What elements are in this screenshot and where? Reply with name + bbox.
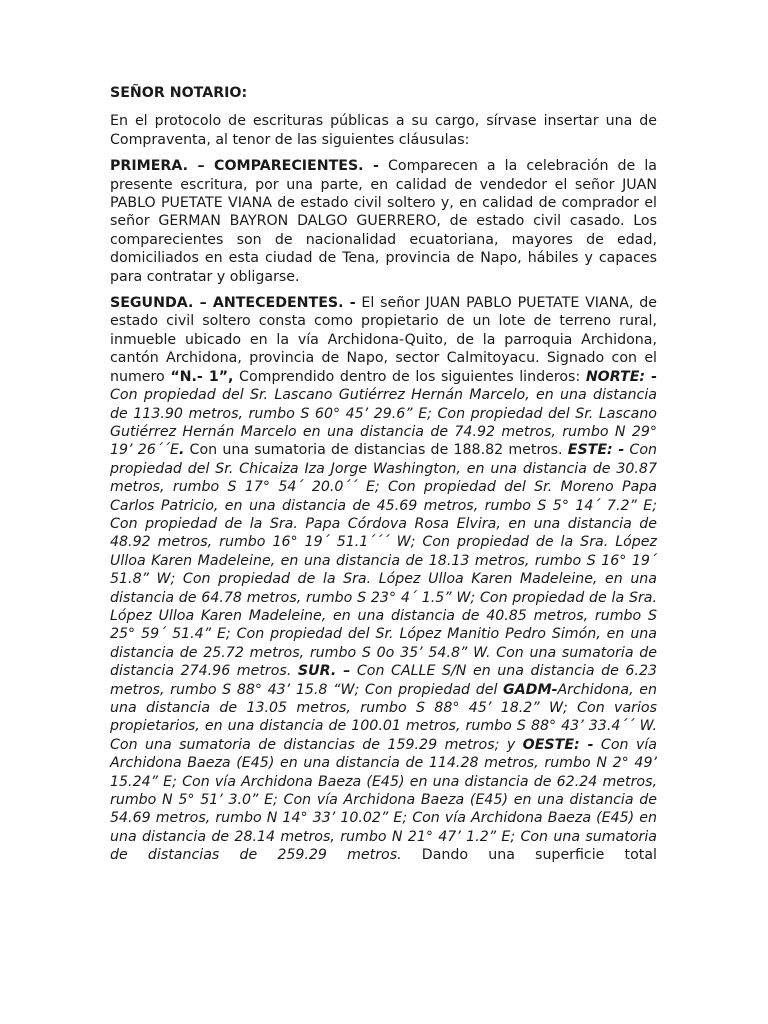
este-label: ESTE: - — [567, 442, 625, 459]
gadm-label: GADM- — [503, 681, 558, 698]
heading-text: SEÑOR NOTARIO: — [110, 85, 248, 101]
norte-text: Con propiedad del Sr. Lascano Gutiérrez Hernán Marcelo, en una distancia de 113.90 metros, rumbo S 60° 45’ 29.6” E; Con propiedad del Sr. Lascano Gutiérrez Hernán Marcelo en una distancia de 74.92 metros, rumbo N 29° 19’ 26´´E — [110, 387, 657, 459]
segunda-label: SEGUNDA. – ANTECEDENTES. - — [110, 295, 356, 312]
norte-end: . — [178, 442, 185, 459]
segunda-text-2: Comprendido dentro de los siguientes linderos: — [233, 368, 586, 385]
sur-label: SUR. – — [297, 663, 351, 680]
document-heading — [110, 84, 657, 102]
sur-text-2: Archidona, en una distancia de 13.05 metros, rumbo S 88° 45’ 18.2” W; Con varios propietarios, en una distancia de 100.01 metros, rumbo S 88° 43’ 33.4´´ W. Con una sumatoria de distancias de 159.29 metros; y — [110, 681, 657, 753]
document-page — [110, 84, 657, 865]
primera-label: PRIMERA. – COMPARECIENTES. - — [110, 158, 379, 175]
norte-sum: Con una sumatoria de distancias de 188.82 metros. — [184, 442, 568, 459]
oeste-text: Con vía Archidona Baeza (E45) en una distancia de 114.28 metros, rumbo N 2° 49’ 15.24” E; Con vía Archidona Baeza (E45) en una distancia de 62.24 metros, rumbo N 5° 51’ 3.0” E; Con vía Archidona Baeza (E45) en una distancia de 54.69 metros, rumbo N 14° 33’ 10.02” E; Con vía Archidona Baeza (E45) en una distancia de 28.14 metros, rumbo N 21° 47’ 1.2” E; Con una sumatoria de distancias de 259.29 metros. — [110, 736, 657, 864]
clause-primera — [110, 157, 657, 286]
segunda-text-1: El señor JUAN PABLO PUETATE VIANA, de estado civil soltero consta como propietario de un lote de terreno rural, inmueble ubicado en la vía Archidona-Quito, de la parroquia Archidona, cantón Archidona, provincia de Napo, sector Calmitoyacu. Signado con el numero — [110, 295, 658, 385]
clause-segunda — [110, 294, 657, 865]
sur-text: Con CALLE S/N en una distancia de 6.23 metros, rumbo S 88° 43’ 15.8 “W; Con propiedad del — [110, 663, 657, 698]
intro-paragraph — [110, 112, 657, 149]
norte-label: NORTE: - — [585, 368, 657, 385]
segunda-ending: Dando una superficie total — [401, 847, 657, 864]
segunda-lot-number: “N.- 1”, — [170, 368, 234, 385]
oeste-label: OESTE: - — [522, 736, 594, 753]
este-text: Con propiedad del Sr. Chicaiza Iza Jorge Washington, en una distancia de 30.87 metros, rumbo S 17° 54´ 20.0´´ E; Con propiedad del Sr. Moreno Papa Carlos Patricio, en una distancia de 45.69 metros, rumbo S 5° 14´ 7.2” E; Con propiedad de la Sra. Papa Córdova Rosa Elvira, en una distancia de 48.92 metros, rumbo 16° 19´ 51.1´´´ W; Con propiedad de la Sra. López Ulloa Karen Madeleine, en una distancia de 18.13 metros, rumbo S 16° 19´ 51.8” W; Con propiedad de la Sra. López Ulloa Karen Madeleine, en una distancia de 64.78 metros, rumbo S 23° 4´ 1.5” W; Con propiedad de la Sra. López Ulloa Karen Madeleine, en una distancia de 40.85 metros, rumbo S 25° 59´ 51.4” E; Con propiedad del Sr. López Manitio Pedro Simón, en una distancia de 25.72 metros, rumbo S 0o 35’ 54.8” W. Con una sumatoria de distancia 274.96 metros. — [110, 442, 657, 680]
primera-text: Comparecen a la celebración de la presente escritura, por una parte, en calidad de vendedor el señor JUAN PABLO PUETATE VIANA de estado civil soltero y, en calidad de comprador el señor GERMAN BAYRON DALGO GUERRERO, de estado civil casado. Los comparecientes son de nacionalidad ecuatoriana, mayores de edad, domiciliados en esta ciudad de Tena, provincia de Napo, hábiles y capaces para contratar y obligarse. — [110, 158, 657, 285]
intro-text: En el protocolo de escrituras públicas a su cargo, sírvase insertar una de Compraventa, al tenor de las siguientes cláusulas: — [110, 113, 657, 148]
